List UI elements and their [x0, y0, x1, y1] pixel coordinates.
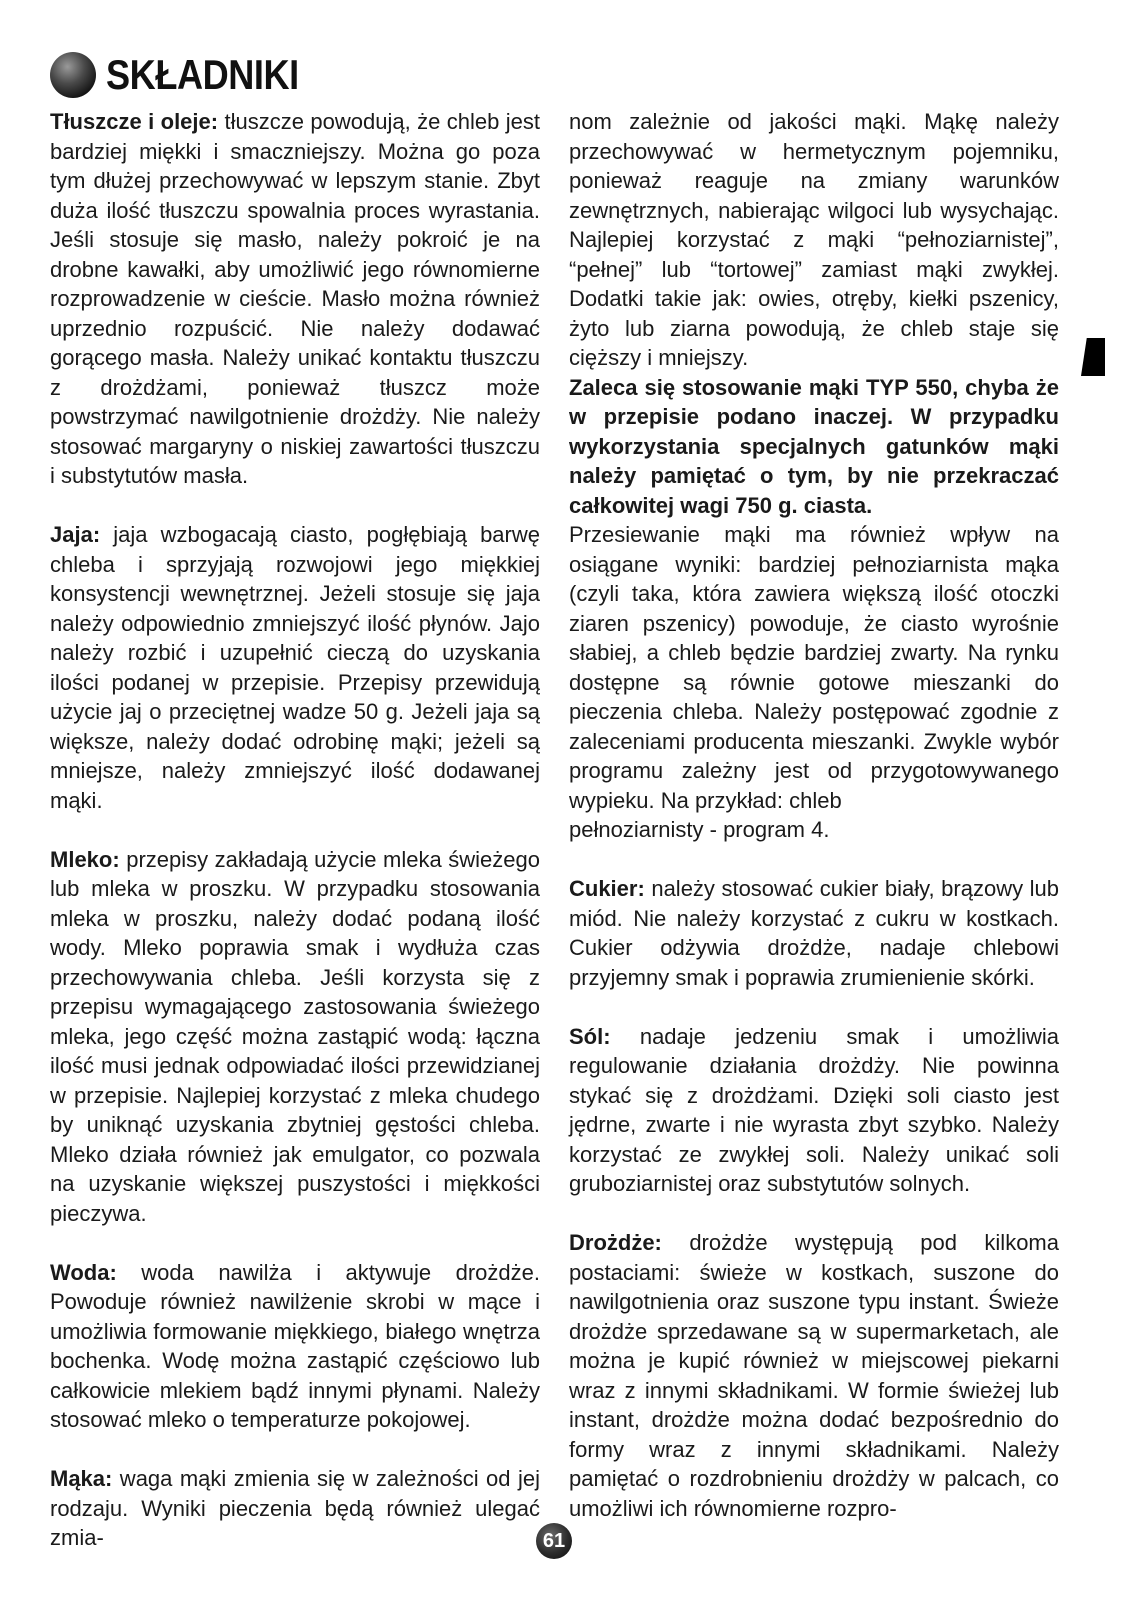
sugar-text: należy stosować cukier biały, brązowy lub miód. Nie należy korzystać z cukru w kostkach. Cukier odżywia drożdże, nadaje chlebowi przyjemny smak i poprawia zrumienienie skórki. — [569, 876, 1059, 990]
water-text: woda nawilża i aktywuje drożdże. Powoduje również nawilżenie skrobi w mące i umożliwia formowanie miękkiego, białego wnętrza bochenka. Wodę można zastąpić częściowo lub całkowicie mlekiem bądź innymi płynami. Należy stosować mleko o temperaturze pokojowej. — [50, 1259, 540, 1432]
page-header — [50, 46, 330, 104]
salt-paragraph — [569, 1022, 1059, 1199]
right-column — [569, 107, 1059, 1523]
page-number-badge — [536, 1523, 572, 1559]
milk-text: przepisy zakładają użycie mleka świeżego lub mleka w proszku. W przypadku stosowania mleka w proszku, należy dodać podaną ilość wody. Mleko poprawia smak i wydłuża czas przechowywania chleba. Jeśli korzysta się z przepisu wymagającego zastosowania świeżego mleka, jego część można zastąpić wodą: łączna ilość musi jednak odpowiadać ilości przewidzianej w przepisie. Najlepiej korzystać z mleka chudego by uniknąć uzyskania zbytniej gęstości chleba. Mleko działa również jak emulgator, co pozwala na uzyskanie większej puszystości i miękkości pieczywa. — [50, 846, 540, 1226]
yeast-paragraph — [569, 1228, 1059, 1523]
sifting-paragraph: Przesiewanie mąki ma również wpływ na osiągane wyniki: bardziej pełnoziarnista mąka (czyli taka, która zawiera większą ilość otoczki ziaren pszenicy) powoduje, że ciasto wyrośnie słabiej, a chleb będzie bardziej zwarty. Na rynku dostępne są równie gotowe mieszanki do pieczenia chleba. Należy postępować zgodnie z zaleceniami producenta mieszanki. Zwykle wybór programu zależny jest od przygotowywanego wypieku. Na przykład: chleb — [569, 522, 1059, 813]
flour-notice: Zaleca się stosowanie mąki TYP 550, chyba że w przepisie podano inaczej. W przypadku wykorzystania specjalnych gatunków mąki należy pamiętać o tym, by nie przekraczać całkowitej wagi 750 g. ciasta. — [569, 374, 1059, 518]
page-title: SKŁADNIKI — [106, 51, 299, 98]
water-term: Woda: — [50, 1259, 117, 1285]
page-number: 61 — [542, 1529, 566, 1552]
eggs-text: jaja wzbogacają ciasto, pogłębiają barwę chleba i sprzyjają rozwojowi jego miękkiej konsystencji wewnętrznej. Jeżeli stosuje się jaja należy odpowiednio zmniejszyć ilość płynów. Jajo należy rozbić i uzupełnić cieczą do uzyskania ilości podanej w przepisie. Przepisy przewidują użycie jaj o przeciętnej wadze 50 g. Jeżeli jaja są większe, należy dodać odrobinę mąki; jeżeli są mniejsze, należy zmniejszyć ilość dodawanej mąki. — [50, 522, 540, 813]
flour-continuation: nom zależnie od jakości mąki. Mąkę należy przechowywać w hermetycznym pojemniku, ponieważ reaguje na zmiany warunków zewnętrznych, nabierając wilgoci lub wysychając. Najlepiej korzystać z mąki “pełnoziarnistej”, “pełnej” lub “tortowej” zamiast mąki zwykłej. Dodatki takie jak: owies, otręby, kiełki pszenicy, żyto lub ziarna powodują, że chleb staje się cięższy i mniejszy. — [569, 109, 1059, 370]
fats-term: Tłuszcze i oleje: — [50, 109, 219, 134]
milk-term: Mleko: — [50, 846, 120, 872]
sugar-term: Cukier: — [569, 876, 645, 901]
section-bullet-icon — [50, 52, 96, 98]
flour-text: waga mąki zmienia się w zależności od jej rodzaju. Wyniki pieczenia będą również ulegać zmia- — [50, 1466, 540, 1550]
flour-term: Mąka: — [50, 1466, 113, 1491]
water-paragraph — [50, 1258, 540, 1435]
fats-text: tłuszcze powodują, że chleb jest bardziej miękki i smaczniejszy. Można go poza tym dłużej przechowywać w lepszym stanie. Zbyt duża ilość tłuszczu spowalnia proces wyrastania. Jeśli stosuje się masło, należy pokroić je na drobne kawałki, aby umożliwić jego równomierne rozprowadzenie w cieście. Masło można również uprzednio rozpuścić. Nie należy dodawać gorącego masła. Należy unikać kontaktu tłuszczu z drożdżami, ponieważ tłuszcz może powstrzymać nawilgotnienie drożdży. Nie należy stosować margaryny o niskiej zawartości tłuszczu i substytutów masła. — [50, 109, 540, 488]
eggs-term: Jaja: — [50, 522, 101, 547]
fats-paragraph — [50, 107, 540, 491]
left-column — [50, 107, 540, 1553]
yeast-text: drożdże występują pod kilkoma postaciami: świeże w kostkach, suszone do nawilgotnienia oraz suszone typu instant. Świeże drożdże sprzedawane są w supermarketach, ale można je kupić również w miejscowej piekarni wraz z innymi składnikami. W formie świeżej lub instant, drożdże można dodać bezpośrednio do formy wraz z innymi składnikami. Należy pamiętać o rozdrobnieniu drożdży w palcach, co umożliwi ich równomierne rozpro- — [569, 1230, 1059, 1521]
salt-term: Sól: — [569, 1023, 611, 1049]
sifting-tail: pełnoziarnisty - program 4. — [569, 817, 830, 842]
sugar-paragraph — [569, 874, 1059, 992]
chapter-tab-marker — [1081, 338, 1105, 376]
milk-paragraph — [50, 845, 540, 1229]
salt-text: nadaje jedzeniu smak i umożliwia regulowanie działania drożdży. Nie powinna stykać się z drożdżami. Dzięki soli ciasto jest jędrne, zwarte i nie wyrasta zbyt szybko. Należy korzystać ze zwykłej soli. Należy unikać soli gruboziarnistej oraz substytutów solnych. — [569, 1023, 1059, 1196]
eggs-paragraph — [50, 520, 540, 815]
yeast-term: Drożdże: — [569, 1230, 662, 1255]
flour-paragraph — [50, 1464, 540, 1553]
